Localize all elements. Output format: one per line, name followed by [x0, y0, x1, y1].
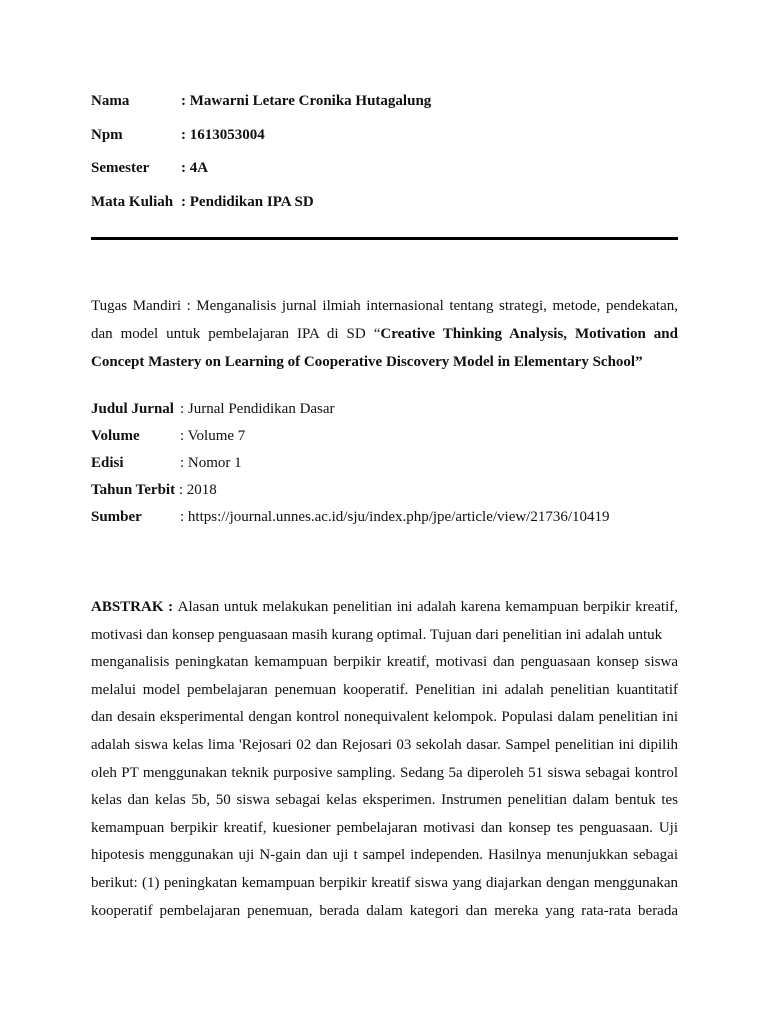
tahun-terbit-label: Tahun Terbit [91, 482, 176, 498]
edisi-label: Edisi [91, 455, 124, 471]
mata-kuliah-value: : Pendidikan IPA SD [181, 194, 314, 210]
edisi-value: : Nomor 1 [180, 455, 242, 471]
volume-value: : Volume 7 [180, 428, 246, 444]
judul-jurnal-row [91, 401, 335, 418]
semester-row [91, 160, 208, 177]
judul-jurnal-label: Judul Jurnal [91, 401, 174, 417]
abstract-line: berikut: (1) peningkatan kemampuan berpikir kreatif siswa yang diajarkan dengan menggunakan [91, 874, 678, 891]
abstract-line: motivasi dan konsep penguasaan masih kurang optimal. Tujuan dari penelitian ini adalah untuk [91, 626, 663, 643]
abstract-line [91, 594, 678, 622]
tahun-terbit-row [91, 482, 217, 499]
judul-jurnal-value: : Jurnal Pendidikan Dasar [180, 401, 335, 417]
abstract-line: hipotesis menggunakan uji N-gain dan uji t sampel independen. Hasilnya menunjukkan sebagai [91, 847, 678, 864]
abstract-section [91, 594, 678, 925]
abstract-line: kemampuan berpikir kreatif, kuesioner pembelajaran motivasi dan konsep tes penguasaan. Uji [91, 819, 678, 836]
abstract-line: melalui model pembelajaran penemuan kooperatif. Penelitian ini adalah penelitian kuantitatif [91, 681, 678, 698]
nama-row [91, 93, 431, 110]
npm-row [91, 127, 265, 144]
task-intro: Tugas Mandiri : Menganalisis jurnal ilmiah internasional tentang strategi, metode, pendekatan, dan model untuk pembelajaran IPA di SD “ [91, 298, 678, 342]
nama-label: Nama [91, 93, 130, 109]
npm-value: : 1613053004 [181, 127, 265, 143]
semester-value: : 4A [181, 160, 209, 176]
volume-row [91, 428, 245, 445]
sumber-row [91, 509, 610, 526]
volume-label: Volume [91, 428, 140, 444]
tahun-terbit-value: : 2018 [178, 482, 217, 498]
nama-value: : Mawarni Letare Cronika Hutagalung [181, 93, 432, 109]
task-article-title: Creative Thinking Analysis, Motivation and Concept Mastery on Learning of Cooperative Discovery Model in Elementary School” [91, 326, 678, 370]
abstract-line: kooperatif pembelajaran penemuan, berada dalam kategori dan mereka yang rata-rata berada [91, 902, 678, 919]
sumber-value: : https://journal.unnes.ac.id/sju/index.php/jpe/article/view/21736/10419 [180, 509, 610, 525]
abstract-line: oleh PT menggunakan teknik purposive sampling. Sedang 5a diperoleh 51 siswa sebagai kontrol [91, 764, 678, 781]
task-paragraph [91, 292, 678, 376]
abstract-line: dan desain eksperimental dengan kontrol nonequivalent kelompok. Populasi dalam penelitian ini [91, 709, 678, 726]
edisi-row [91, 455, 242, 472]
mata-kuliah-label: Mata Kuliah [91, 194, 174, 210]
semester-label: Semester [91, 160, 150, 176]
horizontal-rule [91, 237, 678, 240]
abstract-line: kelas dan kelas 5b, 50 siswa sebagai kelas eksperimen. Instrumen penelitian dalam bentuk tes [91, 792, 678, 809]
abstract-line: menganalisis peningkatan kemampuan berpikir kreatif, motivasi dan penguasaan konsep siswa [91, 654, 678, 671]
mata-kuliah-row [91, 194, 314, 211]
npm-label: Npm [91, 127, 123, 143]
sumber-label: Sumber [91, 509, 142, 525]
abstract-line-text: Alasan untuk melakukan penelitian ini adalah karena kemampuan berpikir kreatif, [177, 599, 678, 615]
abstract-label: ABSTRAK : [91, 599, 178, 615]
abstract-line: adalah siswa kelas lima 'Rejosari 02 dan Rejosari 03 sekolah dasar. Sampel penelitian ini dipilih [91, 736, 678, 753]
